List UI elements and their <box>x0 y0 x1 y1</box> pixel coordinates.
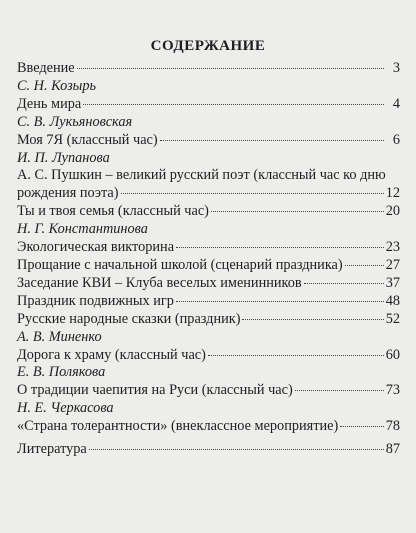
toc-entry-text: Введение <box>17 60 75 76</box>
leader-dots <box>345 265 384 266</box>
toc-entry <box>17 347 400 365</box>
toc-author: А. В. Миненко <box>17 328 102 345</box>
toc-entry <box>17 275 400 293</box>
toc-page-number: 60 <box>385 346 400 363</box>
toc-entry <box>17 203 400 221</box>
toc-entry <box>17 96 400 114</box>
toc-page-number: 87 <box>385 441 400 458</box>
toc-entry-line1 <box>17 167 400 185</box>
toc-entry <box>17 132 400 150</box>
toc-entry-text: Заседание КВИ – Клуба веселых именинников <box>17 274 302 291</box>
toc-entry-text: Моя 7Я (классный час) <box>17 131 158 148</box>
toc-author: И. П. Лупанова <box>17 149 110 166</box>
toc-entry-text: Дорога к храму (классный час) <box>17 346 206 363</box>
toc-entry <box>17 418 400 436</box>
toc-entry-text: О традиции чаепития на Руси (классный час) <box>17 382 293 399</box>
toc-author: С. В. Лукьяновская <box>17 113 133 130</box>
toc-page-number: 6 <box>392 131 400 148</box>
toc-entry-text: Праздник подвижных игр <box>17 292 174 309</box>
toc-page-number: 78 <box>385 418 400 435</box>
leader-dots <box>208 355 384 356</box>
toc-page-number: 52 <box>385 310 400 327</box>
toc-page-number: 73 <box>385 382 400 399</box>
leader-dots <box>83 104 384 105</box>
toc-author: Н. Е. Черкасова <box>17 400 114 417</box>
leader-dots <box>176 301 384 302</box>
toc-entry <box>17 60 400 78</box>
toc-entry <box>17 257 400 275</box>
toc-page-number: 48 <box>385 292 400 309</box>
toc-author: С. Н. Козырь <box>17 77 96 94</box>
toc-entry <box>17 311 400 329</box>
leader-dots <box>304 283 384 284</box>
toc-page-number: 4 <box>392 95 400 112</box>
toc-title: СОДЕРЖАНИЕ <box>150 38 266 54</box>
toc-entry-text: Литература <box>17 441 87 458</box>
leader-dots <box>121 193 384 194</box>
toc-entry-line2 <box>17 185 400 203</box>
toc-entry-text-cont: рождения поэта) <box>17 185 119 202</box>
toc-entry-text: Экологическая викторина <box>17 239 175 256</box>
leader-dots <box>77 68 384 69</box>
toc-entry <box>17 293 400 311</box>
leader-dots <box>340 426 383 427</box>
toc-page-number: 20 <box>385 203 400 220</box>
toc-author: Е. В. Полякова <box>17 364 106 381</box>
toc-page-number: 12 <box>385 185 400 202</box>
table-of-contents <box>17 60 400 459</box>
toc-page-number: 27 <box>385 256 400 273</box>
leader-dots <box>176 247 384 248</box>
toc-entry-text: День мира <box>17 95 82 112</box>
toc-entry <box>17 239 400 257</box>
toc-author: Н. Г. Константинова <box>17 221 148 238</box>
toc-entry-text: Ты и твоя семья (классный час) <box>17 203 209 220</box>
toc-entry-text: А. С. Пушкин – великий русский поэт (классный час ко дню <box>17 167 386 184</box>
toc-page-number: 23 <box>385 239 400 256</box>
toc-entry <box>17 441 400 459</box>
toc-entry-text: Прощание с начальной школой (сценарий праздника) <box>17 256 343 273</box>
leader-dots <box>160 140 384 141</box>
toc-entry-text: «Страна толерантности» (внеклассное мероприятие) <box>17 418 339 435</box>
leader-dots <box>89 449 384 450</box>
leader-dots <box>211 211 384 212</box>
toc-page-number: 37 <box>385 274 400 291</box>
leader-dots <box>295 390 384 391</box>
toc-page-number: 3 <box>392 60 400 76</box>
toc-entry-text: Русские народные сказки (праздник) <box>17 310 241 327</box>
toc-entry <box>17 382 400 400</box>
leader-dots <box>242 319 383 320</box>
